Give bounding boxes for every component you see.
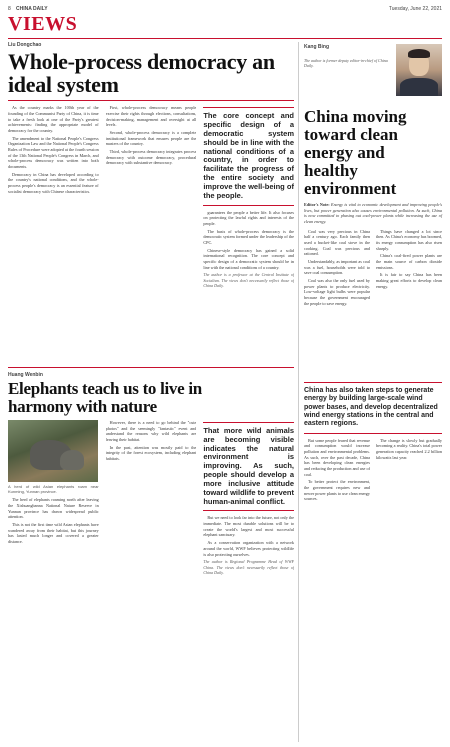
article3-pull-quote: China has also taken steps to generate energy by building large-scale wind power bases, and develop decentralized wind energy stations in the central and eastern regions. — [304, 382, 442, 434]
divider — [8, 367, 294, 368]
article2-body — [8, 420, 294, 747]
article3-col3 — [304, 438, 370, 668]
paragraph: But we need to look far into the future, not only the immediate. The most durable solutions will be to create the world's largest and most successful elephant sanctuary. — [203, 515, 295, 538]
article1-byline: Liu Dongchao — [8, 42, 42, 48]
article3-body-bottom — [304, 438, 442, 668]
editors-note-label: Editor's Note: — [304, 202, 330, 208]
section-rule — [8, 38, 442, 39]
editors-note — [304, 202, 442, 225]
author-portrait — [396, 44, 442, 96]
paragraph: This is not the first time wild Asian elephants have wandered away from their habitat, but this journey has lasted much longer and covered a greater distance. — [8, 521, 99, 544]
article1-body — [8, 105, 294, 363]
article2-col2 — [106, 420, 197, 747]
article2-author-note: The author is Regional Programme Head of WWF China. The views don't necessarily reflect those of China Daily. — [203, 559, 295, 575]
paragraph: In the past, attention was mostly paid to the integrity of the forest ecosystem, including elephant habitats. — [105, 444, 197, 461]
article2-col1 — [8, 420, 99, 747]
paragraph: Chinese-style democracy has gained a solid international recognition. The core concept and specific design of a democratic system should be in line with the national conditions of a country. — [203, 247, 295, 270]
article1-col3 — [203, 105, 294, 363]
elephant-photo — [8, 420, 98, 482]
paragraph: guarantees the people a better life. It also focuses on protecting the lawful rights and interests of the people. — [203, 209, 295, 226]
article1-col2 — [106, 105, 197, 363]
paragraph: To better protect the environment, the government requires new and newer power plants to use clean energy sources. — [304, 479, 370, 502]
portrait-hair — [408, 49, 430, 58]
article1-col1 — [8, 105, 99, 363]
photo-caption: A herd of wild Asian elephants roam near Kunming, Yunnan province. — [8, 483, 99, 495]
right-column — [304, 42, 442, 668]
paragraph: The herd of elephants roaming north after leaving the Xishuangbanna National Nature Reserve in Yunnan province has drawn widespread public attention. — [8, 497, 99, 520]
paragraph: Coal was very precious in China half a century ago. Each family then used a bucket-like coal stove in the cooking. Coal was precious and rationed. — [304, 228, 370, 257]
paragraph: As the country marks the 100th year of the founding of the Communist Party of China, it is time to take a fresh look at one of the Party's greatest achievements: finding the appropriate model of democracy for the country. — [8, 105, 99, 133]
article1-headline: Whole-process democracy an ideal system — [8, 49, 275, 98]
paragraph: Democracy in China has developed according to the country's national conditions, and the whole-process people's democracy is an essential feature of socialist democracy with Chinese characteristics. — [8, 171, 99, 194]
issue-date: Tuesday, June 22, 2021 — [388, 6, 442, 12]
paragraph: Coal was also the only fuel used by power plants to produce electricity. Low-voltage light bulbs were popular because the government encouraged the people to save energy. — [304, 278, 370, 306]
article3-col2 — [376, 229, 442, 379]
editors-note-text: Energy is vital to economic development and improving people's lives, but power generation also causes environmental pollution. As such, China is now committed to phasing out coal-power plants while increasing the use of clean energy. — [304, 202, 442, 225]
paragraph: Understandably, as important as coal was a fuel, households were told to save coal consumption. — [304, 259, 370, 276]
paragraph: The amendment to the National People's Congress Organization Law and the National People's Congress Rules of Procedure were adopted at the fourth session of the 13th National People's Congress in March, and whole-process democracy was written into both documents. — [8, 135, 99, 169]
article3-col1 — [304, 229, 370, 379]
article2-col3 — [203, 420, 294, 747]
article1-author-note: The author is a professor at the Central Institute of Socialism. The views don't necessarily reflect those of China Daily. — [203, 272, 295, 289]
paragraph: Things have changed a lot since then. As China's economy has boomed, its energy consumption has also risen sharply. — [376, 228, 442, 251]
elephant-calf-shape — [60, 450, 84, 470]
column-divider — [298, 42, 299, 742]
paragraph: The change is slowly but gradually becoming a reality. China's total power generation capacity reached 2.2 billion kilowatts last year. — [376, 437, 442, 460]
author-block — [304, 44, 442, 98]
paragraph: It is fair to say China has been making great efforts to develop clean energy. — [376, 272, 442, 289]
article3-body-top — [304, 229, 442, 379]
article2-byline: Huang Wenbin — [8, 372, 43, 379]
article1-pull-quote: The core concept and specific design of a democratic system should be in line with the national conditions of a country, in order to facilitate the progress of the entire society and improve the well-being of the people. — [203, 107, 294, 205]
divider — [8, 100, 294, 101]
article2-headline: Elephants teach us to live in harmony with nature — [8, 379, 202, 417]
paragraph: Second, whole-process democracy is a complete institutional framework that ensures people are the masters of the country. — [105, 129, 197, 147]
paragraph: Third, whole-process democracy integrates process democracy with outcome democracy, procedural democracy with substantive democracy. — [105, 148, 197, 166]
paragraph: But some people feared that revenue and consumption would increase pollution and environmental problems. As such, over the past decade, China has been developing clean energies and reducing the production and use of coal. — [304, 437, 370, 477]
paragraph: First, whole-process democracy means people exercise their rights through elections, consultations, decision-making, management and oversight at all levels. — [105, 105, 197, 128]
article2-pull-quote: That more wild animals are becoming visible indicates the natural environment is improving. As such, people should develop a more inclusive attitude toward wildlife to prevent human-animal conflict. — [203, 422, 294, 512]
paper-name: CHINA DAILY — [16, 6, 48, 12]
portrait-body — [400, 78, 438, 96]
paragraph: As a conservation organization with a network around the world, WWF believes protecting wildlife is also protecting ourselves. — [203, 540, 295, 557]
paragraph: China's coal-fired power plants are the main source of carbon dioxide emissions. — [376, 253, 442, 270]
left-column — [8, 42, 294, 747]
paragraph: However, there is a need to go behind the "cute photos" and the seemingly "fantastic" event and understand the reasons why wild elephants are leaving their habitat. — [105, 419, 197, 442]
page-number: 8 — [8, 6, 11, 12]
article3-col4 — [376, 438, 442, 668]
article3-author-about: The author is former deputy editor-in-chief of China Daily. — [304, 58, 388, 69]
article3-byline: Kang Bing — [304, 44, 329, 50]
paragraph: The basis of whole-process democracy is the democratic system formed under the leadership of the CPC. — [203, 228, 295, 245]
section-title: VIEWS — [8, 13, 78, 35]
article3-headline: China moving toward clean energy and healthy environment — [304, 107, 407, 199]
